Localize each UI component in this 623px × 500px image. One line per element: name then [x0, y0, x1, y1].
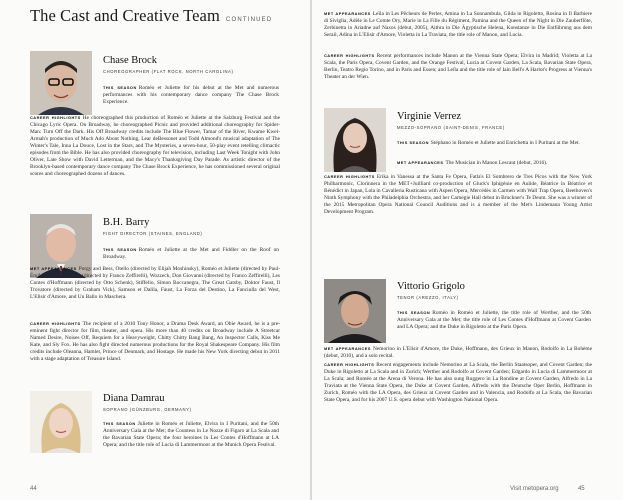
- section-label: MET APPEARANCES: [30, 266, 77, 271]
- section-label: THIS SEASON: [397, 140, 429, 145]
- section-label: CAREER HIGHLIGHTS: [324, 53, 375, 58]
- headshot-diana-damrau: [30, 391, 92, 453]
- performer-name: Vittorio Grigolo: [397, 281, 465, 292]
- performer-role: FIGHT DIRECTOR (STAINES, ENGLAND): [103, 231, 203, 236]
- performer-name: Virginie Verrez: [397, 111, 461, 122]
- bio-text: Stéphano in Roméo et Juliette and Enrichetta in I Puritani at the Met.: [430, 140, 580, 146]
- section-label: MET APPEARANCES: [324, 346, 371, 351]
- bio-text: Roméo in Roméo et Juliette, the title role of Werther, and the 50th Anniversary Gala at the Met; the title role of Les Contes d'Hoffmann at Covent Garden and LA Opera; and the Duke in Rigoletto at the Paris Opera.: [397, 310, 592, 330]
- section-label: THIS SEASON: [103, 421, 136, 426]
- section-label: CAREER HIGHLIGHTS: [30, 321, 81, 326]
- bio-text: Roméo et Juliette at the Met and Fiddler on the Roof on Broadway.: [103, 247, 279, 260]
- performer-role: SOPRANO (GÜNZBURG, GERMANY): [103, 407, 192, 412]
- bio-text: Leïla in Les Pêcheurs de Perles, Amina in La Sonnambula, Gilda in Rigoletto, Rosina in Il Barbiere di Siviglia, Adèle in Le Comte Ory, Marie in La Fille du Régiment, Pamina and the Queen of the Night in Die Zauberflöte, Zerbinetta in Ariadne auf Naxos (debut, 2005), Aithra in Die Ägyptische Helena, Konstanze in Die Entführung aus dem Serail, Adina in L'Elisir d'Amore, Violetta in La Traviata, the title role of Manon, and Lucia.: [324, 11, 592, 38]
- bio-text-this-season: [103, 84, 279, 106]
- bio-text-career: [30, 114, 280, 178]
- bio-text-career: [324, 173, 592, 216]
- section-label: THIS SEASON: [103, 85, 137, 90]
- bio-text: Nemorino in L'Elisir d'Amore, the Duke, Hoffmann, des Grieux in Manon, Rodolfo in La Bohème (debut, 2010), and a solo recital.: [324, 346, 593, 359]
- bio-text-this-season: [397, 309, 591, 331]
- bio-text-met: [324, 10, 592, 39]
- left-page: [0, 0, 310, 500]
- performer-role: MEZZO-SOPRANO (SAINT-DENIS, FRANCE): [397, 125, 505, 130]
- bio-text-this-season: [103, 420, 279, 449]
- section-label: CAREER HIGHLIGHTS: [30, 115, 81, 120]
- section-label: CAREER HIGHLIGHTS: [324, 174, 375, 179]
- right-page: [312, 0, 623, 500]
- page-number-right: 45: [577, 486, 585, 492]
- performer-name: B.H. Barry: [103, 217, 150, 228]
- performer-role: TENOR (AREZZO, ITALY): [397, 295, 459, 300]
- section-label: MET APPEARANCES: [324, 11, 371, 16]
- bio-text-met: [30, 265, 280, 301]
- bio-text: Roméo et Juliette for his debut at the Met and numerous performances with his contemporary dance company The Chase Brock Experience.: [103, 85, 280, 105]
- bio-text: He choreographed this production of Roméo et Juliette at the Salzburg Festival and the Chicago Lyric Opera. On Broadway, he choreographed Picnic and provided additional choreography for Spider-Man: Turn Off the Dark. His Off Broadway credits include The Blue Flower, Tamar of the River, Kwame Kwei-Armah's production of Much Ado About Nothing, Lear deBessonet and Todd Almond's musical adaptation of The Winter's Tale, Inna La Douce, Lost in the Stars, and The Mysteries, a seven-hour, 50-play event retelling climactic episodes from the Bible. He has also provided choreography for television, including Last Week Tonight with John Oliver, Late Show with David Letterman, and the Macy's Thanksgiving Day Parade. As artistic director of the Brooklyn-based contemporary dance company The Chase Brock Experience, he has commissioned several original scores and choreographed dozens of dances.: [30, 115, 280, 177]
- bio-text-met: [397, 159, 591, 167]
- page-title: The Cast and Creative Team: [30, 6, 220, 25]
- section-label: THIS SEASON: [103, 247, 137, 252]
- bio-text: Juliette in Roméo et Juliette, Elvira in I Puritani, and the 50th Anniversary Gala at the Met; the Countess in Le Nozze di Figaro at La Scala and the Bavarian State Opera; the four heroines in Les Contes d'Hoffmann at LA Opera; and the title role of Lucia di Lammermoor at the Munich Opera Festival.: [103, 421, 280, 448]
- section-label: CAREER HIGHLIGHTS: [324, 362, 375, 367]
- continued-label: CONTINUED: [225, 17, 273, 23]
- performer-role: CHOREOGRAPHER (FLAT ROCK, NORTH CAROLINA): [103, 69, 234, 74]
- performer-name: Chase Brock: [103, 55, 157, 66]
- bio-text: Recent engagements include Nemorino at La Scala, the Berlin Staatsoper, and Covent Garden; the Duke in Rigoletto at La Scala and in Zurich; Werther and Rodolfo at Covent Garden; Edgardo in Lucia di Lammermoor at La Scala; and Roméo at the Arena di Verona. He has also sung Ruggero in La Rondine at Covent Garden, Alfredo in La Traviata at the Vienna State Opera, the Duke at Covent Garden, Alfredo with the Deutsche Oper Berlin, Hoffmann in Zurich, Roméo with the LA Opera, des Grieux at Covent Garden and in Valencia, and Rodolfo at La Scala, the Bavarian State Opera, and for his 2007 U.S. opera debut with Washington National Opera.: [324, 362, 592, 403]
- section-label: THIS SEASON: [397, 310, 431, 315]
- bio-text-this-season: [397, 139, 591, 147]
- bio-text: Erika in Vanessa at the Santa Fe Opera, Fatla's El Sombrero de Tres Picos with the New York Philharmonic, Clorinnera in the MET+Juilliard co-production of Gluck's Iphigénie en Aulide, Béatrice in Béatrice et Bénédict in Japan, Lola in Cavalleria Rusticana with Aspen Opera, Mercédès in Carmen with Wall Trap Opera, Beethoven's Ninth Symphony with the Philadelphia Orchestra, and her Carnegie Hall debut in Bruckner's Te Deum. She was a winner of the 2015 Metropolitan Opera National Council Auditions and is a member of the Met's Lindemann Young Artist Development Program.: [324, 174, 592, 215]
- bio-text: The Musician in Manon Lescaut (debut, 2016).: [445, 160, 548, 166]
- bio-text: Recent performances include Manon at the Vienna State Opera; Elvira in Madrid; Violetta at La Scala, the Paris Opera, Covent Garden, and the Orange Festival, Lucia at Covent Garden, La Scala, Bavarian State Opera, Berlin, Teatro Regio Torino, and in Paris and Essen; and Leïla and the title role of Iain Bell's A Harlot's Progress at Vienna's Theater an der Wien.: [324, 53, 592, 80]
- bio-text-career: [324, 361, 592, 404]
- page-number-left: 44: [30, 486, 37, 492]
- section-label: MET APPEARANCES: [397, 160, 444, 165]
- page-header: [30, 6, 300, 26]
- bio-text: The recipient of a 2010 Tony Honor, a Drama Desk Award, an Obie Award, he is a pre-eminent fight director for film, theater, and opera. His more than 40 credits on Broadway include A Streetcar Named Desire, Noises Off, Requiem for a Heavyweight, Chitty Chitty Bang Bang, An Inspector Calls, Kiss Me Kate, and Sly Fox. He has also fight directed numerous productions for the Royal Shakespeare Company. His film credits include Oleanna, Hamlet, Prince of Denmark, and Hostage. He made his New York directing debut in 2011 with a stage adaptation of Treasure Island.: [30, 321, 280, 362]
- website-link[interactable]: Visit metopera.org: [510, 486, 559, 492]
- bio-text-this-season: [103, 246, 279, 261]
- headshot-vittorio-grigolo: [324, 279, 386, 343]
- headshot-virginie-verrez: [324, 108, 386, 172]
- bio-text: Porgy and Bess, Otello (directed by Elijah Moshinsky), Roméo et Juliette (directed by Paul-Émile Deiber), Carmen (directed by Franco Zeffirelli), Wozzeck, Don Giovanni (directed by Franco Zeffirelli), Les Contes d'Hoffmann (directed by Otto Schenk), Stiffelio, Simon Boccanegra, The Great Gatsby, Doktor Faust, Il Trovatore (directed by Graham Vick), Samson et Dalila, Faust, La Forza del Destino, La Fanciulla del West, L'Elisir d'Amore, and Un Ballo in Maschera.: [30, 266, 280, 300]
- bio-text-career: [324, 52, 592, 81]
- headshot-chase-brock: [30, 51, 92, 115]
- performer-name: Diana Damrau: [103, 393, 165, 404]
- website-footer: [510, 486, 585, 492]
- bio-text-met: [324, 345, 592, 360]
- bio-text-career: [30, 320, 280, 363]
